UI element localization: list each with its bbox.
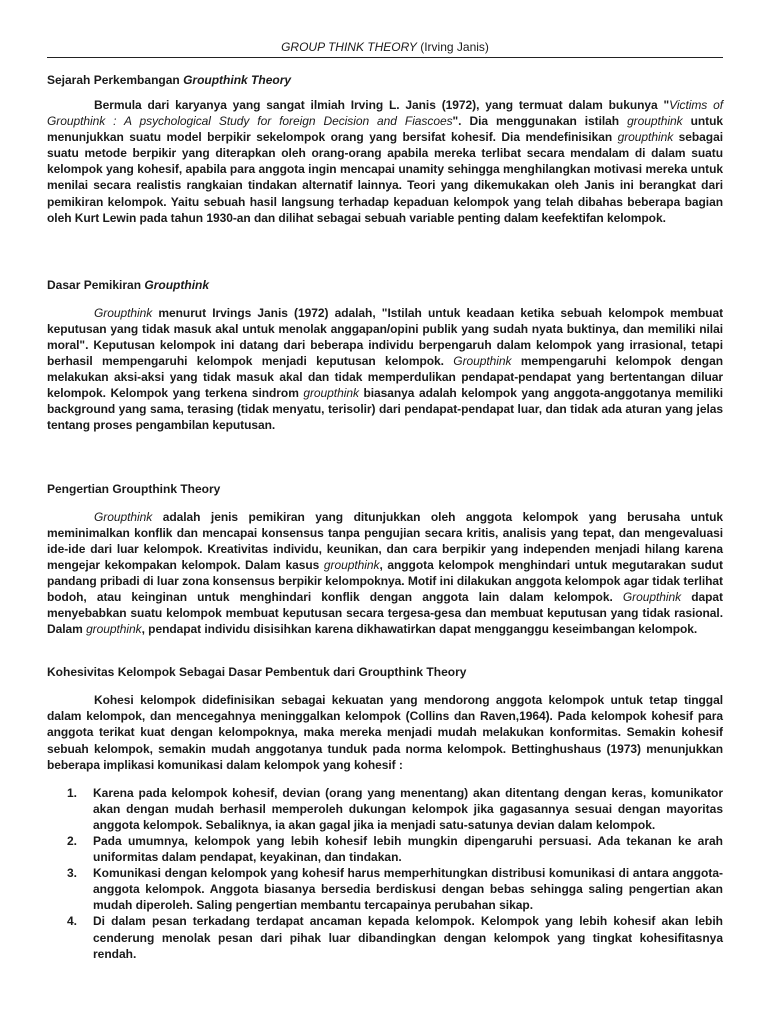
paragraph-text: , anggota kelompok menghindari untuk megutarakan sudut pandang pribadi di luar zona konsensus berpikir kelompoknya. Motif ini dilakukan anggota kelompok agar tidak terlihat bodoh, atau keinginan untuk menghindari konflik dengan anggota lain dalam kelompok.: [47, 557, 724, 604]
list-number: 3.: [67, 866, 78, 881]
document-page: [47, 40, 723, 962]
list-item: [47, 865, 723, 913]
italic-term: Victims of Groupthink : A psychological Study for foreign Decision and Fiascoes: [47, 98, 723, 129]
section-heading: [47, 277, 723, 293]
paragraph-text: menurut: [152, 305, 213, 320]
section-3: [47, 481, 723, 638]
section-heading-text: Dasar Pemikiran: [47, 277, 145, 292]
section-paragraph: [47, 305, 723, 434]
header-title: GROUP THINK THEORY: [281, 40, 417, 54]
paragraph-text: dapat menyebabkan suatu kelompok membuat keputusan secara tergesa-gesa dan membuat keputusan yang tidak rasional. Dalam: [47, 589, 723, 637]
section-heading-italic: Groupthink Theory: [183, 73, 292, 87]
paragraph-text: ). Pada kelompok kohesif para anggota terikat kuat dengan kelompoknya, maka mereka menjadi mudah melakukan konformitas. Semakin kohesif sebuah kelompok, semakin mudah anggotanya tunduk pada norma kelompok.: [47, 709, 724, 756]
list-item: [47, 785, 723, 833]
list-item-text: Di dalam pesan terkadang terdapat ancaman kepada kelompok. Kelompok yang lebih kohesif akan lebih cenderung menolak pesan dari pihak luar dibandingkan dengan kelompok yang tingkat kohesifitasnya rendah.: [93, 914, 723, 961]
italic-term: Groupthink: [94, 509, 153, 524]
list-number: 2.: [67, 834, 78, 848]
section-heading: [47, 664, 723, 680]
section-paragraph: [47, 509, 723, 638]
list-number: 4.: [67, 914, 78, 929]
paragraph-text: mempengaruhi kelompok dengan melakukan aksi-aksi yang tidak masuk akal dan tidak memperdulikan pendapat-pendapat yang bertentangan diluar kelompok. Kelompok yang terkena sindrom: [47, 354, 723, 401]
emphasized-name: Collins dan Raven,1964: [409, 709, 546, 724]
implications-list: [47, 785, 723, 962]
section-heading-italic: Groupthink: [144, 277, 210, 292]
section-4: [47, 664, 723, 772]
italic-term: groupthink: [303, 386, 359, 401]
section-heading: [47, 72, 723, 88]
section-paragraph: [47, 692, 723, 772]
paragraph-text: ". Dia menggunakan istilah: [452, 114, 628, 129]
section-paragraph: [47, 97, 723, 226]
emphasized-name: Kurt Lewin: [74, 210, 137, 225]
list-item: [47, 913, 723, 961]
header-divider: [47, 57, 723, 58]
paragraph-text: (1972), yang termuat dalam bukunya ": [435, 98, 670, 112]
list-item-text: Karena pada kelompok kohesif, devian (orang yang menentang) akan ditentang dengan keras, komunikator akan dengan mudah berhasil memperoleh dukungan kelompok jika gagasannya sesuai dengan mayoritas anggota kelompok. Sebaliknya, ia akan gagal jika ia menjadi satu-satunya devian dalam kelompok.: [93, 785, 723, 832]
section-heading-text: Pengertian Groupthink Theory: [47, 481, 221, 496]
paragraph-text: Bermula dari karyanya yang sangat ilmiah: [94, 98, 351, 112]
italic-term: Groupthink: [453, 354, 512, 369]
list-number: 1.: [67, 785, 78, 800]
italic-term: groupthink: [86, 622, 142, 637]
header-author: (Irving Janis): [420, 40, 489, 54]
emphasized-name: Bettinghushaus: [511, 741, 602, 756]
paragraph-text: (1973) menunjukkan beberapa implikasi komunikasi dalam kelompok yang kohesif :: [47, 741, 723, 772]
list-item-text: Komunikasi dengan kelompok yang kohesif harus memperhitungkan distribusi komunikasi di antara anggota-anggota kelompok. Anggota biasanya bersedia berdiskusi dengan bebas sehingga saling pengertian akan mudah diperoleh. Saling pengertian membantu tercapainya perubahan sikap.: [93, 866, 723, 913]
section-heading: [47, 481, 723, 497]
paragraph-text: untuk menunjukkan suatu model berpikir sekelompok orang yang bersifat kohesif. Dia mendefinisikan: [47, 114, 724, 145]
section-2: [47, 277, 723, 434]
italic-term: Groupthink: [622, 589, 682, 604]
section-heading-text: Sejarah Perkembangan: [47, 73, 184, 87]
section-heading-text: Kohesivitas Kelompok Sebagai Dasar Pembentuk dari Groupthink Theory: [47, 665, 467, 680]
italic-term: groupthink: [627, 114, 683, 129]
list-item: [47, 833, 723, 865]
paragraph-text: sebagai suatu metode berpikir yang diterapkan oleh orang-orang apabila mereka terlibat secara mendalam di dalam suatu kelompok yang kohesif, apabila para anggota ingin mencapai unamity sehingga menghilangkan motivasi mereka untuk menilai secara realistis rangkaian tindakan alternatif lainnya. Teori yang dikemukakan oleh Janis ini berangkat dari pemikiran kelompok. Yaitu sebuah hasil langsung terhadap kepaduan kelompok yang telah dibahas beberapa bagian oleh: [47, 130, 723, 225]
list-item-text: Pada umumnya, kelompok yang lebih kohesif lebih mungkin dipengaruhi persuasi. Ada tekanan ke arah uniformitas dalam pendapat, keyakinan, dan tindakan.: [93, 834, 723, 865]
document-header: [47, 40, 723, 54]
paragraph-text: , pendapat individu disisihkan karena dikhawatirkan dapat mengganggu keseimbangan kelompok.: [141, 622, 698, 637]
emphasized-name: Irving L. Janis: [350, 98, 436, 112]
paragraph-text: adalah jenis pemikiran yang ditunjukkan oleh anggota kelompok yang berusaha untuk meminimalkan konflik dan mencapai konsensus tanpa pengujian secara kritis, analisis yang tepat, dan mengevaluasi ide-ide dari luar kelompok. Kreativitas individu, keunikan, dan cara berpikir yang independen menjadi hilang karena mengejar kekompakan kelompok. Dalam kasus: [47, 509, 723, 572]
italic-term: groupthink: [617, 130, 674, 145]
paragraph-text: (1972) adalah, "Istilah untuk keadaan ketika sebuah kelompok membuat keputusan yang tidak masuk akal untuk menolak anggapan/opini publik yang sudah nyata buktinya, dan memiliki nilai moral". Keputusan kelompok ini datang dari beberapa individu berpengaruh dalam kelompok yang irrasional, tetapi berhasil mempengaruhi kelompok menjadi keputusan kelompok.: [47, 305, 724, 369]
italic-term: groupthink: [323, 557, 380, 572]
paragraph-text: Kohesi kelompok didefinisikan sebagai kekuatan yang mendorong anggota kelompok untuk tetap tinggal dalam kelompok, dan mencegahnya meninggalkan kelompok (: [47, 693, 723, 724]
paragraph-text: pada tahun 1930-an dan dilihat sebagai sebuah variable penting dalam keefektifan kelompok.: [136, 210, 666, 225]
document-body: [47, 72, 723, 962]
section-1: [47, 72, 723, 226]
italic-term: Groupthink: [94, 305, 153, 320]
emphasized-name: Irvings Janis: [212, 305, 288, 320]
paragraph-text: biasanya adalah kelompok yang anggota-anggotanya memiliki background yang sama, terasing (tidak menyatu, terisolir) dari pendapat-pendapat luar, dan tidak ada aturan yang jelas tentang proses pengambilan keputusan.: [47, 386, 723, 433]
